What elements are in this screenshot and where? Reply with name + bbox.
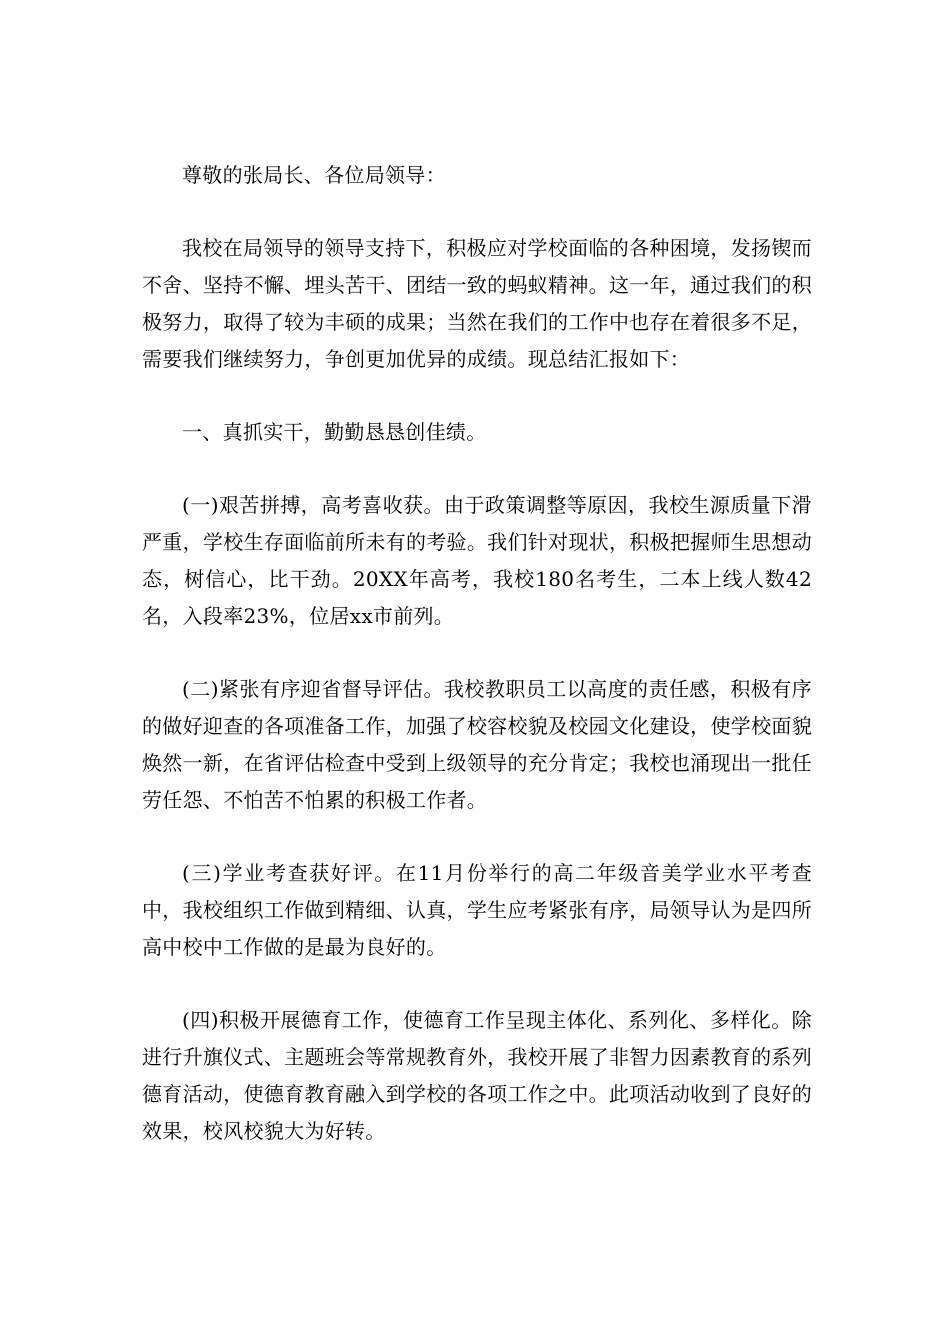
item-paragraph-2: (二)紧张有序迎省督导评估。我校教职员工以高度的责任感，积极有序的做好迎查的各项准备工作，加强了校容校貌及校园文化建设，使学校面貌焕然一新，在省评估检查中受到上级领导的充分肯定；我校也涌现出一批任劳任怨、不怕苦不怕累的积极工作者。 xyxy=(142,677,812,812)
item-paragraph-1: (一)艰苦拼搏，高考喜收获。由于政策调整等原因，我校生源质量下滑严重，学校生存面临前所未有的考验。我们针对现状，积极把握师生思想动态，树信心，比干劲。20XX年高考，我校180名考生，二本上线人数42名，入段率23%，位居xx市前列。 xyxy=(142,493,812,628)
document-body xyxy=(142,157,812,1186)
salutation: 尊敬的张局长、各位局领导： xyxy=(182,163,446,187)
intro-paragraph: 我校在局领导的领导支持下，积极应对学校面临的各种困境，发扬锲而不舍、坚持不懈、埋头苦干、团结一致的蚂蚁精神。这一年，通过我们的积极努力，取得了较为丰硕的成果；当然在我们的工作中也存在着很多不足，需要我们继续努力，争创更加优异的成绩。现总结汇报如下： xyxy=(142,236,812,371)
item-paragraph-3: (三)学业考查获好评。在11月份举行的高二年级音美学业水平考查中，我校组织工作做到精细、认真，学生应考紧张有序，局领导认为是四所高中校中工作做的是最为良好的。 xyxy=(142,861,812,959)
item-paragraph-4: (四)积极开展德育工作，使德育工作呈现主体化、系列化、多样化。除进行升旗仪式、主题班会等常规教育外，我校开展了非智力因素教育的系列德育活动，使德育教育融入到学校的各项工作之中。此项活动收到了良好的效果，校风校貌大为好转。 xyxy=(142,1008,812,1143)
section-heading: 一、真抓实干，勤勤恳恳创佳绩。 xyxy=(182,420,487,444)
